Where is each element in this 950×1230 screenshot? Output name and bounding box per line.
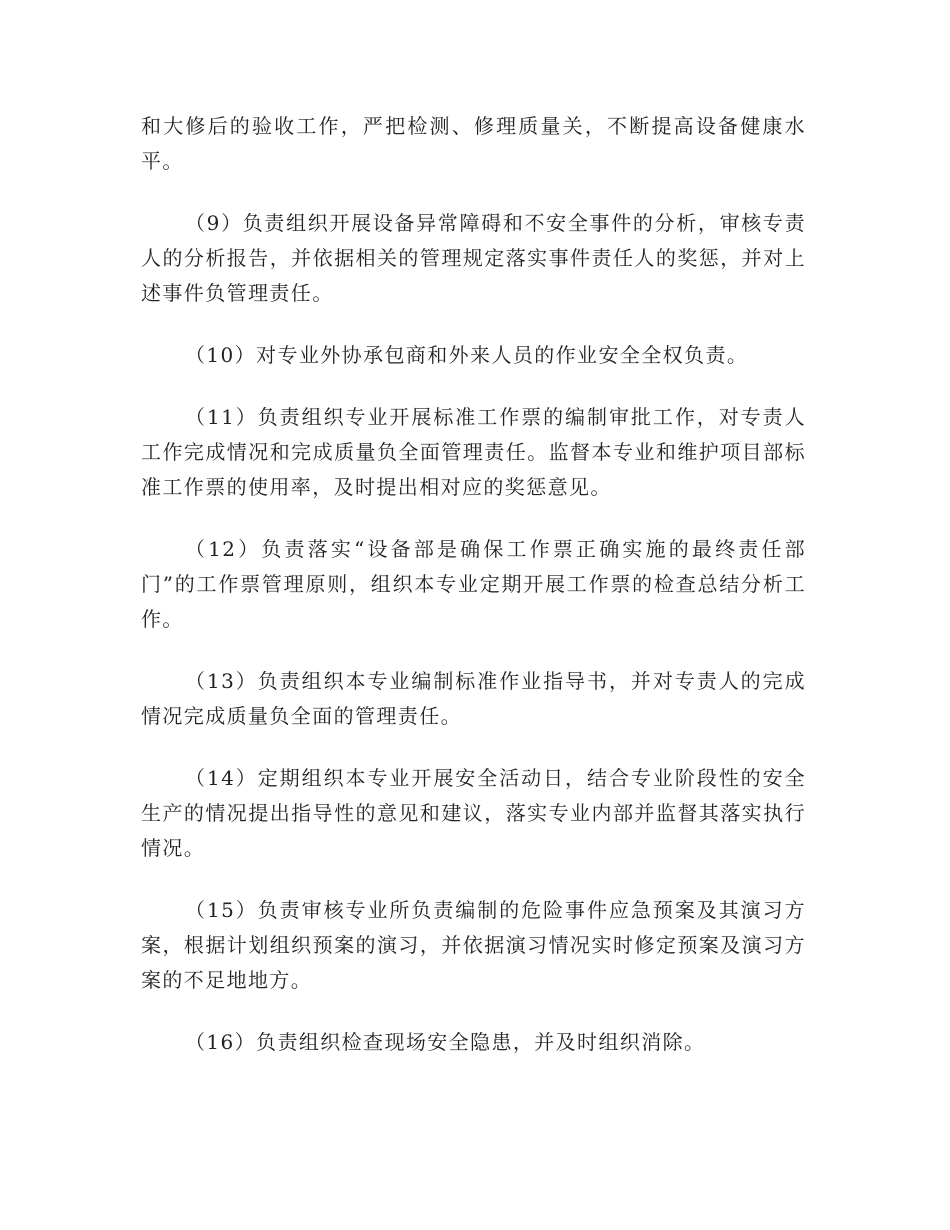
paragraph-item-13: （13）负责组织本专业编制标准作业指导书，并对专责人的完成情况完成质量负全面的管理责任。: [141, 669, 806, 728]
paragraph-item-12: （12）负责落实“设备部是确保工作票正确实施的最终责任部门”的工作票管理原则，组织本专业定期开展工作票的检查总结分析工作。: [141, 537, 806, 631]
paragraph-item-11: （11）负责组织专业开展标准工作票的编制审批工作，对专责人工作完成情况和完成质量负全面管理责任。监督本专业和维护项目部标准工作票的使用率，及时提出相对应的奖惩意见。: [141, 405, 806, 499]
paragraph-item-16: （16）负责组织检查现场安全隐患，并及时组织消除。: [185, 1030, 706, 1054]
paragraph-item-9: （9）负责组织开展设备异常障碍和不安全事件的分析，审核专责人的分析报告，并依据相关的管理规定落实事件责任人的奖惩，并对上述事件负管理责任。: [141, 211, 806, 305]
paragraph-item-15: （15）负责审核专业所负责编制的危险事件应急预案及其演习方案，根据计划组织预案的演习，并依据演习情况实时修定预案及演习方案的不足地地方。: [141, 898, 806, 992]
paragraph-item-10: （10）对专业外协承包商和外来人员的作业安全全权负责。: [185, 343, 749, 367]
document-body: [141, 109, 806, 1087]
paragraph-continuation: 和大修后的验收工作，严把检测、修理质量关，不断提高设备健康水平。: [141, 114, 806, 173]
paragraph-item-14: （14）定期组织本专业开展安全活动日，结合专业阶段性的安全生产的情况提出指导性的意见和建议，落实专业内部并监督其落实执行情况。: [141, 766, 806, 860]
